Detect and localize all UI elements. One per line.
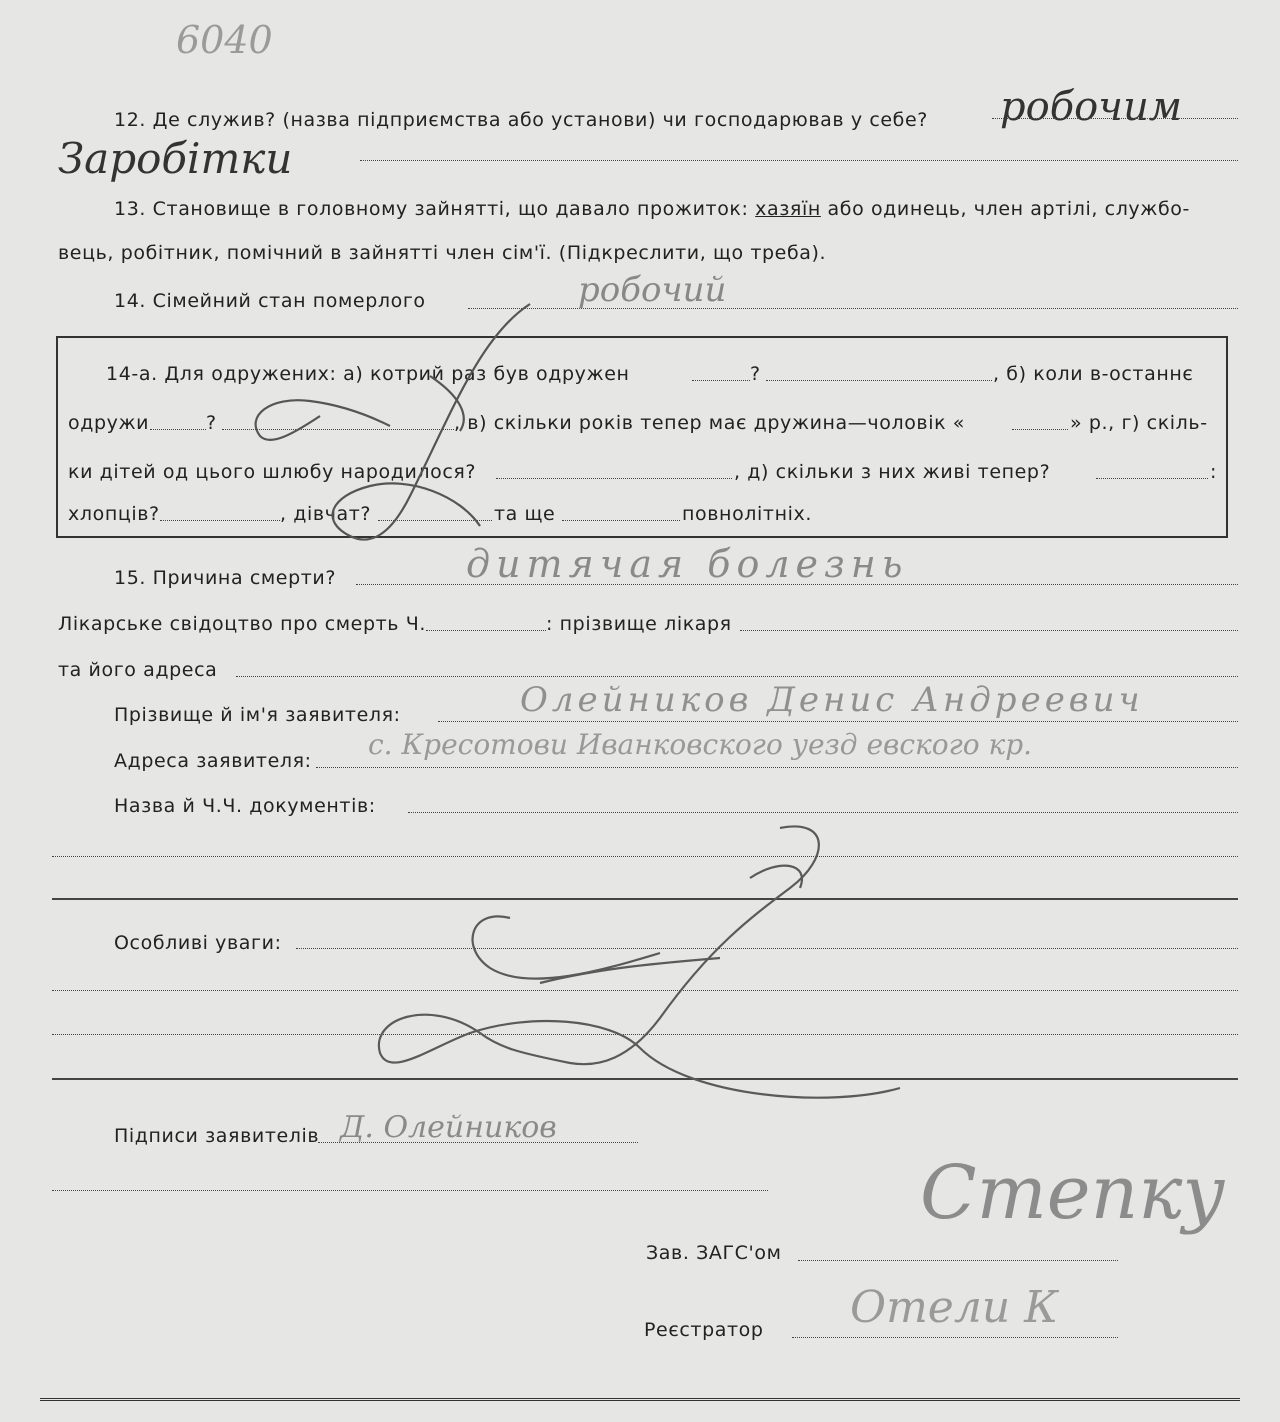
applicant-name-line [438,721,1238,722]
medical-label: Лікарське свідоцтво про смерть Ч. [58,613,426,635]
medical-number-line [426,630,546,631]
q15-label: 15. Причина смерти? [114,567,337,589]
q13-line-1 [114,197,1190,221]
q14a-line-2-b: , в) скільки років тепер має дружина—чоловік « [454,412,966,434]
q14a-line-1-b: , б) коли в-останнє [993,363,1194,385]
q14a-line-3-b: , д) скільки з них живі тепер? [734,461,1051,483]
q14a-fill-6 [496,478,732,479]
head-signature: Степку [920,1150,1226,1236]
q14a-q2: ? [206,412,217,434]
q14a-line-4-b: , дівчат? [280,503,372,525]
q13-line-2: вець, робітник, помічний в зайнятті член сім'ї. (Підкреслити, що треба). [58,242,827,264]
applicant-name-label: Прізвище й ім'я заявителя: [114,704,401,726]
q13-line-1-a: 13. Становище в головному зайнятті, що давало прожиток: [114,198,756,220]
applicants-signature-label: Підписи заявителів [114,1125,320,1147]
q14-answer: робочий [578,270,727,310]
q14a-line-1-a: 14-а. Для одружених: а) котрий раз був одружен [106,363,630,385]
q14a-line-4-d: повнолітніх. [682,503,812,525]
head-label: Зав. ЗАГС'ом [646,1242,782,1264]
q14a-fill-8 [160,520,280,521]
q14a-fill-7 [1096,478,1208,479]
q12-answer-2: Заробітки [58,134,293,183]
applicant-name-value: Олейников Денис Андреевич [520,680,1144,720]
q14a-q1: ? [750,363,761,385]
q14a-fill-3 [150,429,206,430]
applicant-address-line [316,767,1238,768]
q14-label: 14. Сімейний стан померлого [114,290,426,312]
applicants-signature-value: Д. Олейников [340,1110,557,1145]
remarks-line-2 [52,990,1238,991]
q14a-fill-10 [562,520,680,521]
q14a-fill-5 [1012,429,1068,430]
q14a-fill-1 [692,380,750,381]
applicant-docs-line-2 [52,856,1238,857]
q15-answer: дитячая болезнь [466,542,909,586]
q14a-line-3-c: : [1210,461,1218,483]
doctor-label: : прізвище лікаря [546,613,732,635]
q14a-line-4-a: хлопців? [68,503,160,525]
q12-fill-line [992,118,1238,119]
doctor-address-line [236,676,1238,677]
q14a-fill-9 [378,520,492,521]
q14a-line-4-c: та ще [494,503,556,525]
q12-answer-1: робочим [1000,84,1182,130]
applicant-docs-label: Назва й Ч.Ч. документів: [114,795,376,817]
remarks-line-3 [52,1034,1238,1035]
registrar-line [792,1337,1118,1338]
q13-option-owner: хазяїн [755,198,821,220]
q12-fill-line-2 [360,160,1238,161]
registrar-label: Реєстратор [644,1319,764,1341]
q13-line-1-b: або одинець, член артілі, службо- [820,198,1190,220]
q14a-fill-4 [222,429,454,430]
q14a-line-3-a: ки дітей од цього шлюбу народилося? [68,461,477,483]
cancellation-flourish-lower [360,818,920,1138]
applicants-signature-line-2 [52,1190,768,1191]
head-line [798,1260,1118,1261]
remarks-line-4 [52,1078,1238,1080]
q14a-line-1 [106,362,630,386]
doctor-address-label: та його адреса [58,659,218,681]
applicant-address-label: Адреса заявителя: [114,750,312,772]
bottom-rule [40,1398,1240,1401]
applicant-docs-line [408,812,1238,813]
remarks-label: Особливі уваги: [114,932,282,954]
registrar-signature: Отели К [850,1282,1059,1333]
q14a-line-2-a: одружи [68,412,150,434]
q14a-line-2-c: » р., г) скіль- [1070,412,1208,434]
applicant-docs-line-3 [52,898,1238,900]
applicant-address-value: с. Кресотови Иванковского уезд евского кр. [368,728,1033,761]
corner-note: 6040 [176,18,273,62]
q12-label: 12. Де служив? (назва підприємства або установи) чи господарював у себе? [114,109,928,131]
remarks-line-1 [296,948,1238,949]
doctor-line [740,630,1238,631]
q14a-fill-2 [766,380,992,381]
